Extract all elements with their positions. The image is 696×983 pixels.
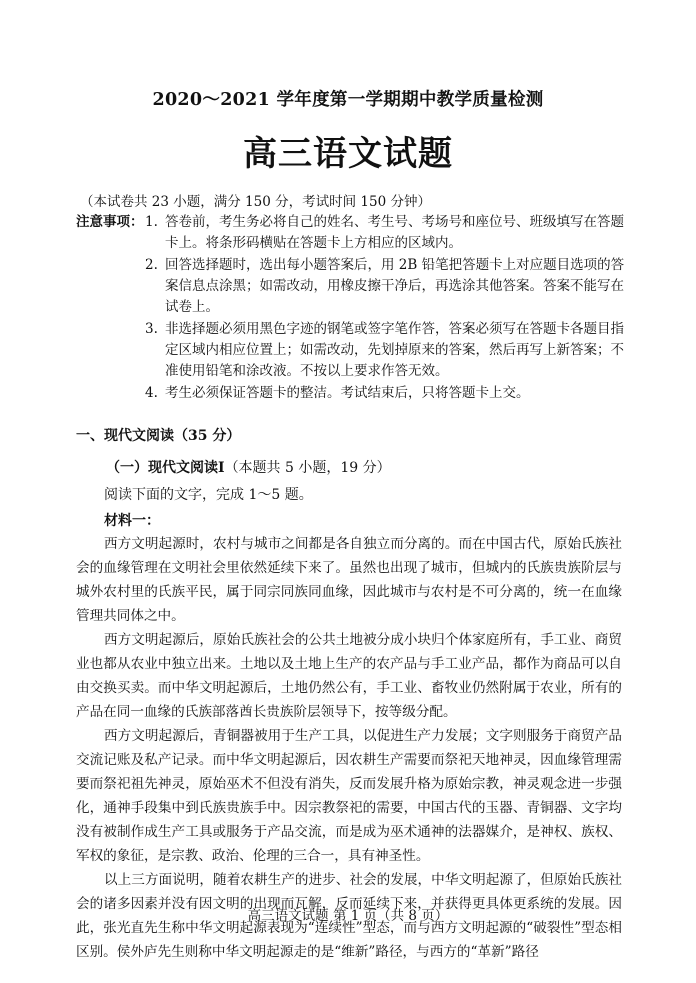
notice-item [145,319,636,382]
notice-item-text: 回答选择题时，选出每小题答案后，用 2B 铅笔把答题卡上对应题目选项的答案信息点涂黑；如需改动，用橡皮擦干净后，再选涂其他答案。答案不能写在试卷上。 [165,257,625,315]
notice-item-text: 答卷前，考生务必将自己的姓名、考生号、考场号和座位号、班级填写在答题卡上。将条形码横贴在答题卡上方相应的区域内。 [165,214,624,251]
notice-label: 注意事项： [76,214,144,230]
notice-item-number: 2. [145,257,158,273]
notice-item-text: 非选择题必须用黑色字迹的钢笔或签字笔作答，答案必须写在答题卡各题目指定区域内相应位置上；如需改动，先划掉原来的答案，然后再写上新答案；不准使用铅笔和涂改液。不按以上要求作答无效。 [165,321,624,379]
exam-title: 高三语文试题 [243,134,453,174]
exam-name: 2020～2021 学年度第一学期期中教学质量检测 [152,90,544,110]
subsection-heading [106,457,391,477]
subsection-note: （本题共 5 小题，19 分） [224,460,391,476]
exam-meta: （本试卷共 23 小题，满分 150 分，考试时间 150 分钟） [80,194,431,210]
notice-item [145,255,636,318]
passage-paragraph: 西方文明起源后，青铜器被用于生产工具，以促进生产力发展；文字则服务于商贸产品交流记账及私产记录。而中华文明起源后，因农耕生产需要而祭祀天地神灵，因血缘管理需要而祭祀祖先神灵，原始巫术不但没有消失，反而发展升格为原始宗教，神灵观念进一步强化，通神手段集中到氏族贵族手中。因宗教祭祀的需要，中国古代的玉器、青铜器、文字均没有被制作成生产工具或服务于产品交流，而是成为巫术通神的法器媒介，是神权、族权、军权的象征，是宗教、政治、伦理的三合一，具有神圣性。 [76,728,622,864]
material-label: 材料一： [104,513,160,529]
reading-passage [76,532,622,964]
section-heading: 一、现代文阅读（35 分） [76,428,241,444]
notice-item-number: 1. [145,214,158,230]
notice-item-number: 3. [145,321,158,337]
reading-instruction: 阅读下面的文字，完成 1～5 题。 [104,487,313,503]
notice-block [76,212,636,405]
page-footer: 高三语文试题 第 1 页（共 8 页） [247,908,449,924]
notice-item [145,212,636,254]
notice-item [145,383,636,404]
notice-item-text: 考生必须保证答题卡的整洁。考试结束后，只将答题卡上交。 [165,385,530,401]
notice-item-number: 4. [145,385,158,401]
passage-paragraph: 以上三方面说明，随着农耕生产的进步、社会的发展，中华文明起源了，但原始氏族社会的诸多因素并没有因文明的出现而瓦解，反而延续下来，并获得更具体更系统的发展。因此，张光直先生称中华文明起源表现为“连续性”型态，而与西方文明起源的“破裂性”型态相区别。侯外庐先生则称中华文明起源走的是“维新”路径，与西方的“革新”路径 [76,872,622,960]
subsection-title: （一）现代文阅读Ⅰ [106,460,225,476]
passage-paragraph: 西方文明起源时，农村与城市之间都是各自独立而分离的。而在中国古代，原始氏族社会的血缘管理在文明社会里依然延续下来了。虽然也出现了城市，但城内的氏族贵族阶层与城外农村里的氏族平民，属于同宗同族同血缘，因此城市与农村是不可分离的，统一在血缘管理共同体之中。 [76,536,622,624]
passage-paragraph: 西方文明起源后，原始氏族社会的公共土地被分成小块归个体家庭所有，手工业、商贸业也都从农业中独立出来。土地以及土地上生产的农产品与手工业产品，都作为商品可以自由交换买卖。而中华文明起源后，土地仍然公有，手工业、畜牧业仍然附属于农业，所有的产品在同一血缘的氏族部落酋长贵族阶层领导下，按等级分配。 [76,632,622,720]
